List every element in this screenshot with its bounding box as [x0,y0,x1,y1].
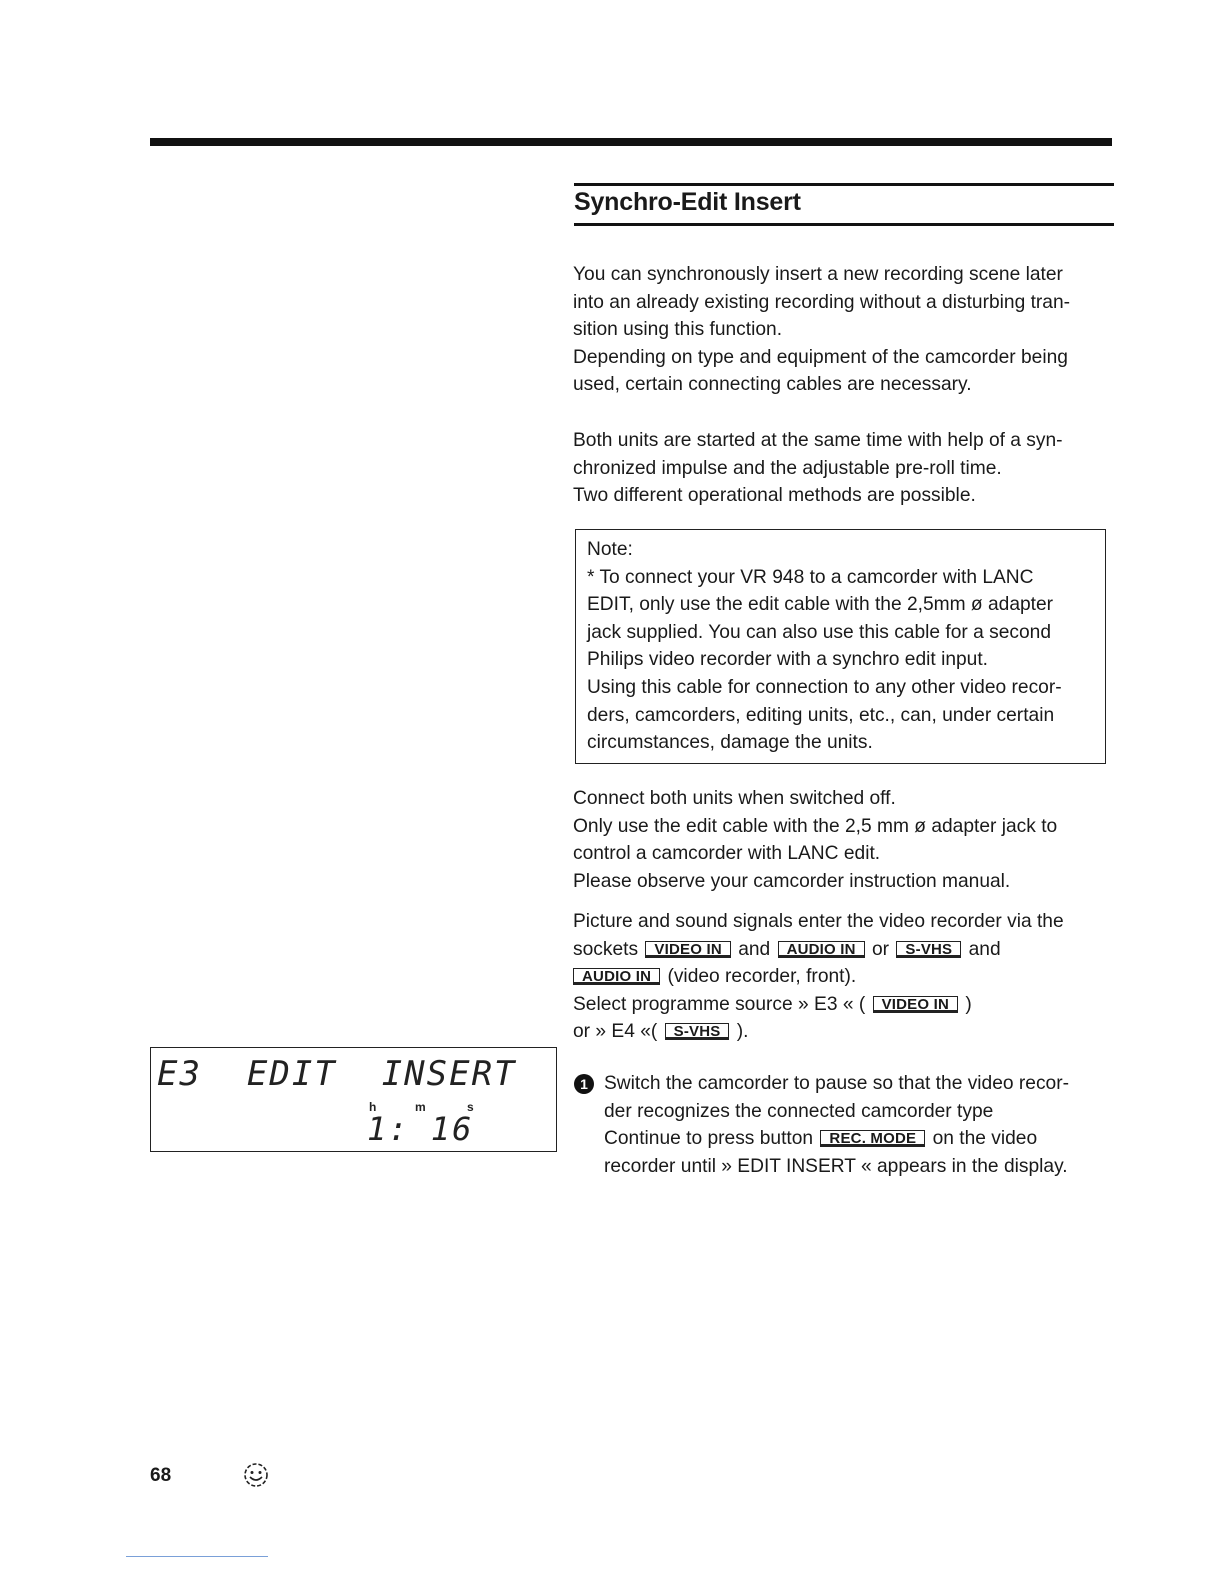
top-rule [150,138,1112,146]
text-fragment: or » E4 «( [573,1021,658,1043]
text-line: Both units are started at the same time with help of a syn- [573,430,1063,451]
text-line [573,963,1113,991]
text-line: Two different operational methods are possible. [573,485,976,507]
text-line [573,936,1113,964]
text-fragment: ) [965,993,972,1015]
section-title: Synchro-Edit Insert [574,188,801,216]
text-line: into an already existing recording without a disturbing tran- [573,291,1071,313]
note-line: EDIT, only use the edit cable with the 2,5mm ø adapter [587,594,1054,616]
note-line: ders, camcorders, editing units, etc., can, under certain [587,704,1055,726]
text-fragment: and [738,938,771,960]
audio-in-socket-label: AUDIO IN [778,941,865,958]
text-line: Please observe your camcorder instruction manual. [573,870,1011,892]
note-line: jack supplied. You can also use this cable for a second [587,621,1052,643]
text-fragment: Select programme source » E3 « ( [573,993,866,1015]
footer-rule [126,1556,268,1557]
text-fragment: Continue to press button [604,1128,814,1150]
svhs-socket-label: S-VHS [896,941,961,958]
text-line: Picture and sound signals enter the video recorder via the [573,911,1064,932]
note-box [575,529,1106,764]
text-line: der recognizes the connected camcorder type [604,1100,994,1122]
text-line: Switch the camcorder to pause so that the video recor- [604,1073,1069,1094]
connect-paragraph [573,785,1113,895]
display-unit-hours: h [369,1100,377,1114]
text-line: sition using this function. [573,319,783,341]
note-line: Philips video recorder with a synchro edit input. [587,649,989,671]
text-fragment: sockets [573,938,639,960]
text-line: Connect both units when switched off. [573,788,896,809]
note-line: Using this cable for connection to any other video recor- [587,676,1062,698]
note-heading: Note: [587,539,633,560]
sync-paragraph [573,427,1113,510]
step-number-badge: 1 [574,1074,594,1094]
video-in-socket-label: VIDEO IN [873,996,958,1013]
text-fragment: and [968,938,1001,960]
display-unit-minutes: m [415,1100,426,1114]
title-rule-bottom [574,223,1114,226]
signals-paragraph [573,908,1113,1046]
text-line: Depending on type and equipment of the camcorder being [573,346,1068,368]
philips-smiley-logo-icon [241,1460,271,1490]
text-line [573,991,1113,1019]
step-1-text [604,1070,1114,1180]
intro-paragraph [573,261,1113,399]
video-in-socket-label: VIDEO IN [645,941,730,958]
note-line: * To connect your VR 948 to a camcorder with LANC [587,566,1034,588]
display-main-text: E3 EDIT INSERT [157,1054,517,1094]
text-line: control a camcorder with LANC edit. [573,843,881,865]
text-fragment: on the video [932,1128,1038,1150]
text-line [604,1125,1114,1153]
text-line: You can synchronously insert a new recording scene later [573,264,1063,285]
rec-mode-button-label: REC. MODE [820,1130,925,1147]
text-line: chronized impulse and the adjustable pre-roll time. [573,457,1002,479]
display-time: 1: 16 [367,1110,474,1148]
note-line: circumstances, damage the units. [587,732,873,754]
text-line: recorder until » EDIT INSERT « appears in the display. [604,1155,1068,1177]
text-fragment: or [872,938,890,960]
vcr-display-panel [150,1047,557,1152]
text-line: Only use the edit cable with the 2,5 mm ø adapter jack to [573,815,1058,837]
page-number: 68 [150,1465,172,1486]
title-rule-top [574,183,1114,186]
text-fragment: (video recorder, front). [667,966,857,988]
audio-in-socket-label: AUDIO IN [573,968,660,985]
display-unit-seconds: s [467,1100,474,1114]
text-line: used, certain connecting cables are necessary. [573,374,972,396]
svhs-socket-label: S-VHS [665,1023,730,1040]
text-line [573,1018,1113,1046]
text-fragment: ). [736,1021,749,1043]
